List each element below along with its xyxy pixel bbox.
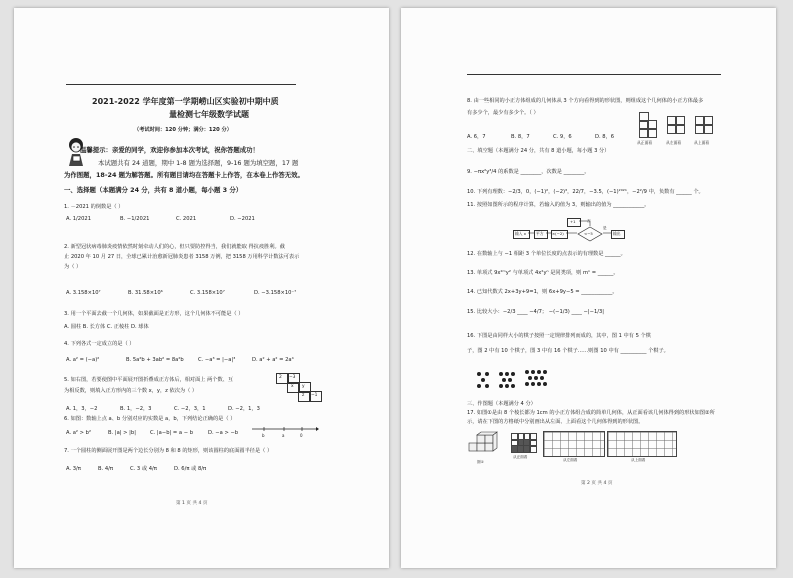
q7-option-b: B. 4/π <box>98 466 114 472</box>
header-rule <box>66 84 296 85</box>
net-label: y <box>302 384 305 389</box>
q8-option-a: A. 6，7 <box>467 134 486 140</box>
grid-paper-top <box>607 431 677 457</box>
page-footer: 第 1 页 共 4 页 <box>176 501 208 506</box>
question-5-line-2: 为相反数，则填入正方形内的三个数 x，y，z 依次为（ ） <box>64 388 198 394</box>
q6-option-c: C. |a−b| = a − b <box>150 430 193 436</box>
flow-yes: 是 <box>603 226 607 230</box>
question-17-line-1: 17. 如图①是由 8 个棱长都为 1cm 的小正方体组合成的简单几何体，从正面看该几何体得到的形状如图②所 <box>467 410 715 416</box>
net-label: x <box>291 384 294 389</box>
question-7: 7. 一个圆柱的侧面展开图是两个边长分别为 8 和 8 的矩形，则该圆柱的底面圆半径是（ ） <box>64 448 273 454</box>
title-line-1: 2021-2022 学年度第一学期崂山区实验初中期中质 <box>92 97 279 106</box>
view-label: 从上面看 <box>694 140 710 145</box>
q5-option-c: C. −2，3，1 <box>174 406 206 412</box>
flow-no: 否 <box>587 219 591 223</box>
figure-label: 从正面看 <box>513 455 528 459</box>
question-16-line-2: 子，图 2 中有 10 个棋子，图 3 中有 16 个棋子……则图 10 中有 __________ 个棋子。 <box>467 348 669 354</box>
net-label: 2 <box>279 375 282 380</box>
flow-node: 平方 <box>536 231 544 236</box>
title-line-2: 量检测七年级数学试题 <box>169 110 249 119</box>
question-2-line-3: 为（ ） <box>64 264 82 270</box>
flow-node: +1 <box>570 219 576 224</box>
net-label: −1 <box>311 393 318 398</box>
numline-label: b <box>262 433 265 438</box>
flow-node: ×(−2) <box>552 231 564 236</box>
question-17-line-2: 示，请在下图的方格纸中分别画出从左面、上面看这个几何体得到的形状图。 <box>467 419 644 425</box>
q2-option-c: C. 3.158×10⁷ <box>190 290 225 296</box>
intro-line-1: 本试题共有 24 道题，期中 1-8 题为选择题，9-16 题为填空题，17 题 <box>98 159 299 167</box>
figure-label: 图① <box>477 460 484 464</box>
numline-label: 0 <box>300 433 303 438</box>
net-label: z <box>302 393 305 398</box>
q2-option-a: A. 3.158×10⁷ <box>66 290 101 296</box>
question-6: 6. 如图：数轴上点 a、b 分别对应的实数是 a，b，下列结论正确的是（ ） <box>64 416 236 422</box>
q8-option-d: D. 8，6 <box>595 134 615 140</box>
q7-option-c: C. 3 或 4/π <box>130 466 157 472</box>
intro-line-2: 为作图题，18-24 题为解答题。所有题目请均在答题卡上作答，在本卷上作答无效。 <box>64 171 304 179</box>
number-line-figure <box>250 424 320 436</box>
flow-node: <−5 <box>584 231 593 236</box>
q6-option-a: A. a² > b² <box>66 430 92 436</box>
grid-paper-left <box>543 431 605 457</box>
question-8-line-2: 有多少个，最少有多少个。（ ） <box>467 110 539 116</box>
q5-option-b: B. 1，−2，3 <box>120 406 152 412</box>
reminder-text: 温馨提示：亲爱的同学，欢迎你参加本次考试，祝你答题成功！ <box>80 146 259 154</box>
q8-option-c: C. 9，6 <box>553 134 572 140</box>
q6-option-d: D. −a > −b <box>208 430 239 436</box>
section-1-heading: 一、选择题（本题满分 24 分，共有 8 道小题，每小题 3 分） <box>64 186 243 194</box>
question-10: 10. 下列有理数：−2/3，0，(−1)²，(−2)³，22/7，−3.5，(−1)²⁰²¹，−2²/9 中，负数有 ______ 个。 <box>467 189 704 195</box>
figure-label: 从左面看 <box>563 458 578 462</box>
section-2-heading: 二、填空题（本题满分 24 分，共有 8 道小题，每小题 3 分） <box>467 148 610 154</box>
q7-option-d: D. 6/π 或 8/π <box>174 466 207 472</box>
question-16-line-1: 16. 下图是由同样大小的棋子按照一定规律排列而成的，其中，图 1 中有 5 个棋 <box>467 333 651 339</box>
exam-page-2 <box>401 8 776 568</box>
flow-node: 输入 x <box>515 231 527 236</box>
question-9: 9. −πx²y³/4 的系数是 ________，次数是 ________。 <box>467 169 590 175</box>
q1-option-b: B. −1/2021 <box>120 216 150 222</box>
q8-option-b: B. 8，7 <box>511 134 530 140</box>
cube-solid-figure <box>467 431 503 457</box>
figure-label: 从上面看 <box>631 458 646 462</box>
flow-node: 输出 <box>613 231 621 236</box>
q3-options: A. 圆柱 B. 长方体 C. 正棱柱 D. 球体 <box>64 324 149 330</box>
question-8-line-1: 8. 由一些相同的小正方体组成的几何体从 3 个方向看得到的形状图，则组成这个几何体的小正方体最多 <box>467 98 704 104</box>
q4-option-d: D. a² + a² = 2a⁴ <box>252 357 294 363</box>
q6-option-b: B. |a| > |b| <box>108 430 136 436</box>
question-4: 4. 下列各式一定成立的是（ ） <box>64 341 135 347</box>
page-footer: 第 2 页 共 4 页 <box>581 481 613 486</box>
flow-arrows <box>527 216 623 242</box>
q2-option-d: D. −3.158×10⁻⁷ <box>254 290 297 296</box>
question-1: 1. －2021 的倒数是（ ） <box>64 204 124 210</box>
question-14: 14. 已知代数式 2x+3y+9=1，则 6x+9y−5 = ____________。 <box>467 289 618 295</box>
q4-option-c: C. −a³ = |−a|³ <box>198 357 236 363</box>
question-13: 13. 单项式 9x²ᵐy² 与单项式 4x²yⁿ 是同类项，则 mⁿ = ______。 <box>467 270 619 276</box>
q5-option-d: D. −2，1，3 <box>228 406 260 412</box>
question-5-line-1: 5. 如右图，若要使图中平面展开图折叠成正方体后，相对面上 两个数、互 <box>64 377 234 383</box>
question-3: 3. 用一个平面去截一个几何体，如果截面是正方形，这个几何体不可能是（ ） <box>64 311 244 317</box>
net-label: −3 <box>289 375 296 380</box>
question-2-line-2: 止 2020 年 10 月 27 日，全球已累计治愈新冠肺炎患者 3158 万例，把 3158 万用科学计数法可表示 <box>64 254 300 260</box>
view-label: 从正面看 <box>637 140 653 145</box>
section-3-heading: 三、作图题（本题满分 4 分） <box>467 401 536 407</box>
question-2-line-1: 2. 新型冠状病毒肺炎疫情依然时刻牵动人们的心，但只要防控得当，我们就能取 得抗疫胜利。截 <box>64 244 285 250</box>
q4-option-b: B. 5a²b + 3ab² = 8a²b <box>126 357 184 363</box>
numline-label: a <box>282 433 285 438</box>
q5-option-a: A. 1，3，−2 <box>66 406 98 412</box>
q7-option-a: A. 3/π <box>66 466 81 472</box>
exam-page-1 <box>14 8 389 568</box>
question-11: 11. 按照如图所示的程序计算，若输入的值为 3，则输出的值为 ____________。 <box>467 202 650 208</box>
q4-option-a: A. a² = (−a)² <box>66 357 100 363</box>
q1-option-a: A. 1/2021 <box>66 216 92 222</box>
q2-option-b: B. 31.58×10⁶ <box>128 290 163 296</box>
q1-option-d: D. −2021 <box>230 216 255 222</box>
question-12: 12. 在数轴上与 −1 相距 3 个单位长度的点表示的有理数是 ______。 <box>467 251 626 257</box>
question-15: 15. 比较大小：−2/3 ____ −4/7； −(−1/3) ____ −|−1/3| <box>467 309 605 315</box>
exam-info: （考试时间：120 分钟；满分：120 分） <box>134 127 232 133</box>
q1-option-c: C. 2021 <box>176 216 197 222</box>
header-rule <box>467 74 721 75</box>
view-label: 从左面看 <box>666 140 682 145</box>
